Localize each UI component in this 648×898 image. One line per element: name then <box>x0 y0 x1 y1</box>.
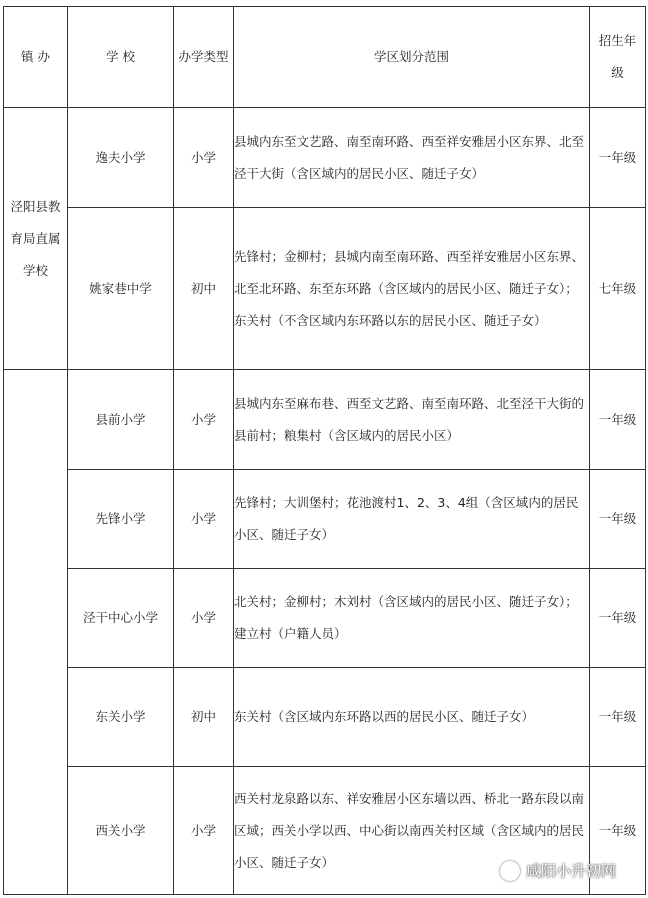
type-cell: 初中 <box>174 668 234 767</box>
school-district-table <box>3 6 646 895</box>
town-cell <box>4 108 68 370</box>
grade-label: 一年级 <box>598 610 637 625</box>
watermark-text: 咸阳小升初网 <box>526 862 617 880</box>
type-cell: 小学 <box>174 108 234 208</box>
school-cell: 县前小学 <box>68 370 174 470</box>
grade-label: 一年级 <box>598 709 637 724</box>
type-cell: 小学 <box>174 767 234 895</box>
grade-label: 七年级 <box>598 280 637 296</box>
range-cell: 县城内东至文艺路、南至南环路、西至祥安雅居小区东界、北至泾干大街（含区域内的居民小区、随迁子女） <box>234 108 590 208</box>
header-grade <box>590 7 646 108</box>
watermark <box>500 860 616 881</box>
grade-cell <box>590 370 646 470</box>
school-cell: 东关小学 <box>68 668 174 767</box>
grade-label: 一年级 <box>598 411 637 427</box>
range-cell: 西关村龙泉路以东、祥安雅居小区东墙以西、桥北一路东段以南区域；西关小学以西、中心街以南西关村区域（含区域内的居民小区、随迁子女） <box>234 767 590 895</box>
grade-cell <box>590 208 646 370</box>
school-cell: 西关小学 <box>68 767 174 895</box>
table-row <box>4 208 646 370</box>
header-type-label: 办学类型 <box>178 49 229 64</box>
wechat-logo-icon <box>500 861 520 881</box>
header-grade-label: 招生年级 <box>598 33 637 80</box>
school-cell: 姚家巷中学 <box>68 208 174 370</box>
table-row <box>4 569 646 668</box>
school-cell: 泾干中心小学 <box>68 569 174 668</box>
school-cell: 逸夫小学 <box>68 108 174 208</box>
town-label: 泾阳县教育局直属学校 <box>10 198 61 278</box>
grade-label: 一年级 <box>598 822 637 838</box>
table-row <box>4 470 646 569</box>
header-row <box>4 7 646 108</box>
header-range: 学区划分范围 <box>234 7 590 108</box>
grade-cell <box>590 470 646 569</box>
grade-label: 一年级 <box>598 511 637 526</box>
grade-label: 一年级 <box>598 149 637 165</box>
grade-cell <box>590 668 646 767</box>
range-cell: 县城内东至麻布巷、西至文艺路、南至南环路、北至泾干大街的县前村；粮集村（含区域内的居民小区） <box>234 370 590 470</box>
school-cell: 先锋小学 <box>68 470 174 569</box>
range-cell: 先锋村；金柳村；县城内南至南环路、西至祥安雅居小区东界、北至北环路、东至东环路（含区域内的居民小区、随迁子女）；东关村（不含区域内东环路以东的居民小区、随迁子女） <box>234 208 590 370</box>
table-row <box>4 668 646 767</box>
type-cell: 小学 <box>174 569 234 668</box>
range-cell: 东关村（含区域内东环路以西的居民小区、随迁子女） <box>234 668 590 767</box>
table-row <box>4 370 646 470</box>
header-type <box>174 7 234 108</box>
range-cell: 先锋村；大训堡村；花池渡村1、2、3、4组（含区域内的居民小区、随迁子女） <box>234 470 590 569</box>
type-cell: 初中 <box>174 208 234 370</box>
type-cell: 小学 <box>174 470 234 569</box>
header-town: 镇 办 <box>4 7 68 108</box>
range-cell: 北关村；金柳村；木刘村（含区域内的居民小区、随迁子女）；建立村（户籍人员） <box>234 569 590 668</box>
table-row <box>4 108 646 208</box>
grade-cell <box>590 569 646 668</box>
type-cell: 小学 <box>174 370 234 470</box>
town-cell <box>4 370 68 895</box>
grade-cell <box>590 108 646 208</box>
header-school: 学 校 <box>68 7 174 108</box>
